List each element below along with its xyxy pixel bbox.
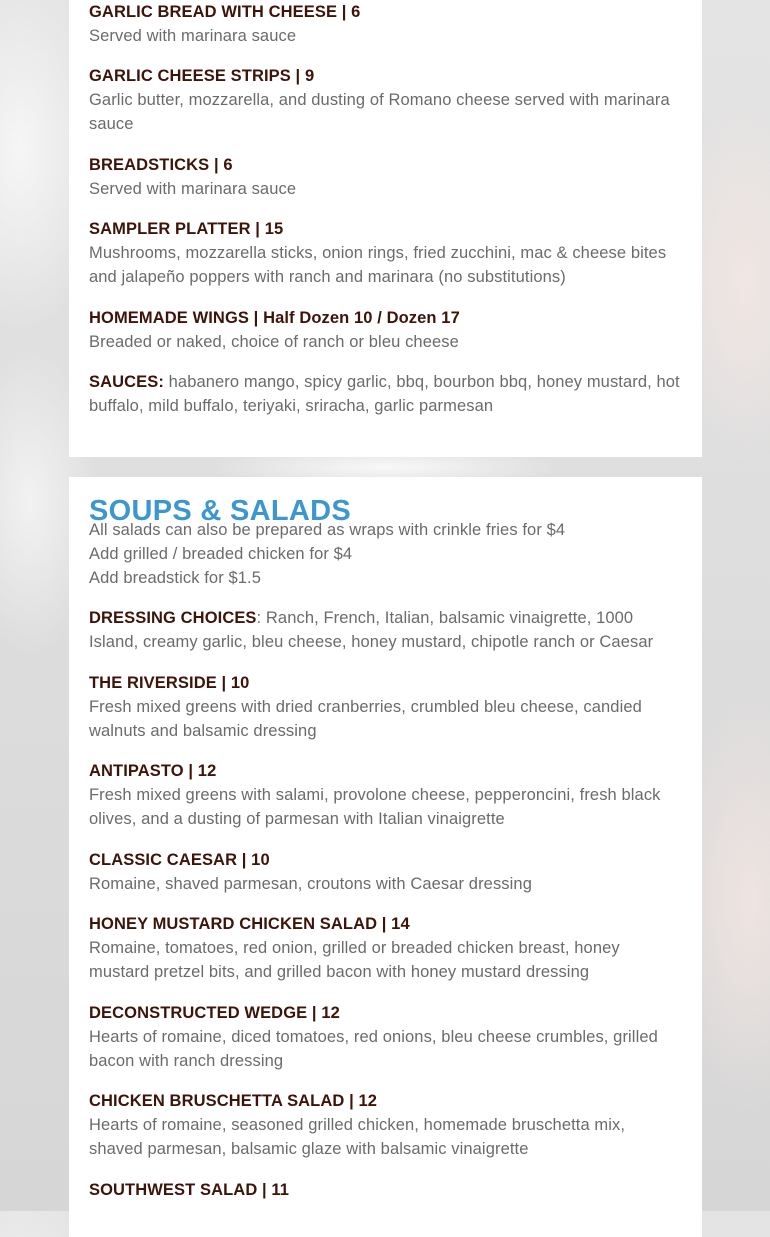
- menu-item-title: ANTIPASTO | 12: [89, 762, 217, 780]
- menu-item-title: THE RIVERSIDE | 10: [89, 674, 250, 692]
- menu-item-description: Romaine, tomatoes, red onion, grilled or breaded chicken breast, honey mustard pretzel bits, and grilled bacon with honey mustard dressing: [89, 939, 620, 981]
- menu-item-description: Fresh mixed greens with salami, provolone cheese, pepperoncini, fresh black olives, and a dusting of parmesan with Italian vinaigrette: [89, 786, 661, 828]
- menu-item-description: Mushrooms, mozzarella sticks, onion rings, fried zucchini, mac & cheese bites and jalapeño poppers with ranch and marinara (no substitutions): [89, 244, 667, 286]
- menu-item-sampler-platter: [89, 217, 682, 289]
- menu-item-antipasto: [89, 759, 682, 831]
- menu-item-title: CLASSIC CAESAR | 10: [89, 851, 270, 869]
- section-heading: SOUPS & SALADS: [89, 495, 352, 527]
- menu-item-description: Served with marinara sauce: [89, 27, 297, 45]
- menu-item-description: Hearts of romaine, diced tomatoes, red onions, bleu cheese crumbles, grilled bacon with ranch dressing: [89, 1028, 658, 1070]
- menu-item-garlic-bread: [89, 0, 682, 48]
- menu-item-title: CHICKEN BRUSCHETTA SALAD | 12: [89, 1092, 378, 1110]
- menu-item-classic-caesar: [89, 848, 682, 896]
- dressing-label: DRESSING CHOICES: [89, 609, 257, 627]
- soups-salads-panel: [69, 477, 702, 1237]
- menu-item-description: Hearts of romaine, seasoned grilled chicken, homemade bruschetta mix, shaved parmesan, balsamic glaze with balsamic vinaigrette: [89, 1116, 626, 1158]
- menu-item-description: Breaded or naked, choice of ranch or bleu cheese: [89, 333, 459, 351]
- menu-item-title: HONEY MUSTARD CHICKEN SALAD | 14: [89, 915, 410, 933]
- menu-item-chicken-bruschetta-salad: [89, 1089, 682, 1161]
- menu-item-the-riverside: [89, 671, 682, 743]
- sauces-text: habanero mango, spicy garlic, bbq, bourbon bbq, honey mustard, hot buffalo, mild buffalo, teriyaki, sriracha, garlic parmesan: [89, 373, 680, 415]
- salad-note: Add breadstick for $1.5: [89, 569, 261, 587]
- menu-item-honey-mustard-chicken-salad: [89, 912, 682, 984]
- menu-item-breadsticks: [89, 153, 682, 201]
- menu-item-description: Served with marinara sauce: [89, 180, 297, 198]
- menu-item-deconstructed-wedge: [89, 1001, 682, 1073]
- menu-item-description: Romaine, shaved parmesan, croutons with Caesar dressing: [89, 875, 532, 893]
- menu-item-title: GARLIC BREAD WITH CHEESE | 6: [89, 3, 361, 21]
- menu-item-description: Fresh mixed greens with dried cranberries, crumbled bleu cheese, candied walnuts and balsamic dressing: [89, 698, 642, 740]
- menu-item-title: BREADSTICKS | 6: [89, 156, 233, 174]
- sauces-label: SAUCES:: [89, 373, 164, 391]
- menu-item-title: DECONSTRUCTED WEDGE | 12: [89, 1004, 340, 1022]
- menu-item-homemade-wings: [89, 306, 682, 354]
- menu-item-garlic-cheese-strips: [89, 64, 682, 136]
- menu-item-southwest-salad: [89, 1178, 682, 1202]
- menu-item-title: GARLIC CHEESE STRIPS | 9: [89, 67, 315, 85]
- menu-item-title: SOUTHWEST SALAD | 11: [89, 1181, 290, 1199]
- dressing-text: : Ranch, French, Italian, balsamic vinaigrette, 1000 Island, creamy garlic, bleu cheese, honey mustard, chipotle ranch or Caesar: [89, 609, 654, 651]
- salad-note: All salads can also be prepared as wraps with crinkle fries for $4: [89, 521, 566, 539]
- menu-item-description: Garlic butter, mozzarella, and dusting of Romano cheese served with marinara sauce: [89, 91, 670, 133]
- menu-item-title: SAMPLER PLATTER | 15: [89, 220, 284, 238]
- dressing-choices: [89, 606, 682, 654]
- salad-note: Add grilled / breaded chicken for $4: [89, 545, 353, 563]
- sauces-list: [89, 370, 682, 418]
- menu-item-title: HOMEMADE WINGS | Half Dozen 10 / Dozen 17: [89, 309, 460, 327]
- appetizers-panel: [69, 0, 702, 457]
